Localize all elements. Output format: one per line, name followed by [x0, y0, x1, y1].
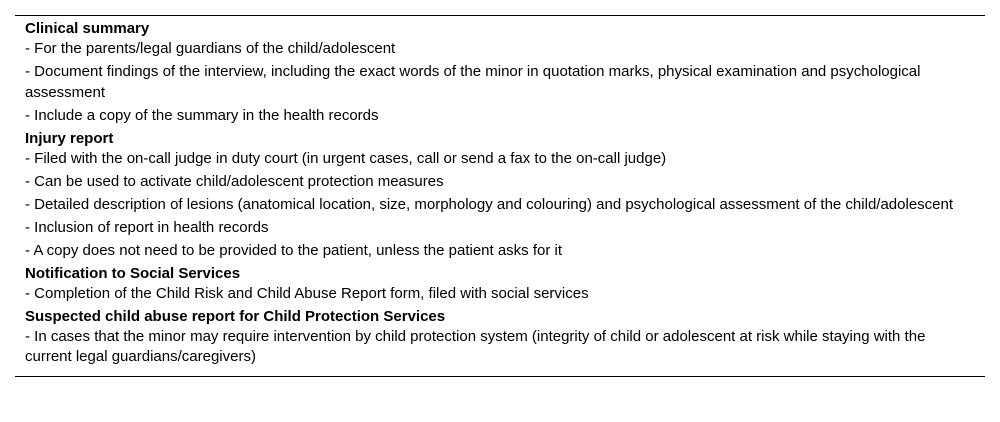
list-item: - Include a copy of the summary in the health records [25, 106, 379, 124]
section-injury-report [15, 129, 985, 262]
list-item: - Filed with the on-call judge in duty court (in urgent cases, call or send a fax to the on-call judge) [25, 149, 667, 167]
section-heading: Injury report [25, 129, 114, 147]
section-heading: Notification to Social Services [25, 264, 241, 282]
section-clinical-summary [15, 19, 985, 126]
section-child-protection [15, 307, 985, 368]
section-social-services [15, 264, 985, 305]
list-item: - Can be used to activate child/adolescent protection measures [25, 172, 444, 190]
list-item: - Inclusion of report in health records [25, 218, 269, 236]
list-item: - Detailed description of lesions (anatomical location, size, morphology and colouring) and psychological assessment of the child/adolescent [25, 195, 954, 213]
list-item: - Document findings of the interview, including the exact words of the minor in quotation marks, physical examination and psychological assessment [25, 63, 921, 101]
section-heading: Suspected child abuse report for Child Protection Services [25, 307, 446, 325]
list-item: - A copy does not need to be provided to the patient, unless the patient asks for it [25, 241, 563, 259]
list-item: - For the parents/legal guardians of the child/adolescent [25, 40, 396, 57]
document-table [15, 15, 985, 377]
list-item: - In cases that the minor may require intervention by child protection system (integrity of child or adolescent at risk while staying with the current legal guardians/caregivers) [25, 327, 926, 365]
section-heading: Clinical summary [25, 20, 150, 37]
list-item: - Completion of the Child Risk and Child Abuse Report form, filed with social services [25, 284, 589, 302]
